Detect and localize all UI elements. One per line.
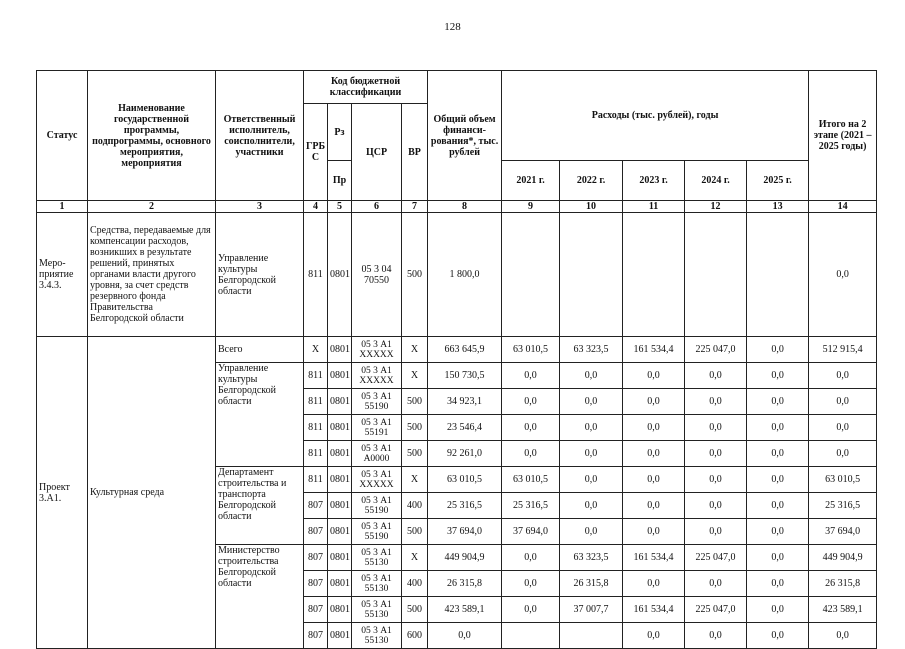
cell-2023: 161 534,4: [623, 337, 685, 363]
cell-grbs: 811: [304, 441, 328, 467]
col-number: 2: [88, 201, 216, 213]
header-rz: Рз: [328, 104, 352, 161]
measure-2024: [685, 213, 747, 337]
header-grbs: ГРБ С: [304, 104, 328, 201]
cell-grbs: 807: [304, 597, 328, 623]
header-pr: Пр: [328, 161, 352, 201]
cell-vr: 400: [402, 571, 428, 597]
cell-2023: 0,0: [623, 571, 685, 597]
cell-2024: 0,0: [685, 441, 747, 467]
header-expenses: Расходы (тыс. рублей), годы: [502, 71, 809, 161]
cell-vr: X: [402, 363, 428, 389]
cell-2024: 0,0: [685, 467, 747, 493]
cell-2025: 0,0: [747, 519, 809, 545]
cell-2022: 63 323,5: [560, 337, 623, 363]
cell-vr: 500: [402, 519, 428, 545]
cell-2025: 0,0: [747, 545, 809, 571]
column-number-row: [37, 201, 877, 213]
col-number: 12: [685, 201, 747, 213]
cell-2023: 0,0: [623, 467, 685, 493]
cell-rzpr: 0801: [328, 493, 352, 519]
col-number: 1: [37, 201, 88, 213]
header-itogo: Итого на 2 этапе (2021 – 2025 годы): [809, 71, 877, 201]
cell-vr: X: [402, 337, 428, 363]
cell-2024: 0,0: [685, 493, 747, 519]
header-year-2023: 2023 г.: [623, 161, 685, 201]
cell-2024: 0,0: [685, 415, 747, 441]
cell-2021: 0,0: [502, 545, 560, 571]
col-number: 7: [402, 201, 428, 213]
cell-csr: 05 3 А1 55130: [352, 597, 402, 623]
cell-2023: 0,0: [623, 441, 685, 467]
cell-csr: 05 3 А1 55130: [352, 623, 402, 649]
cell-itogo: 0,0: [809, 389, 877, 415]
cell-2022: 0,0: [560, 363, 623, 389]
cell-rzpr: 0801: [328, 467, 352, 493]
header-row-1: [37, 71, 877, 104]
header-year-2024: 2024 г.: [685, 161, 747, 201]
cell-2023: 0,0: [623, 623, 685, 649]
cell-vr: X: [402, 467, 428, 493]
cell-grbs: 807: [304, 545, 328, 571]
cell-2025: 0,0: [747, 441, 809, 467]
cell-2024: 0,0: [685, 389, 747, 415]
cell-rzpr: 0801: [328, 441, 352, 467]
col-number: 13: [747, 201, 809, 213]
cell-2024: 0,0: [685, 623, 747, 649]
header-year-2021: 2021 г.: [502, 161, 560, 201]
cell-itogo: 449 904,9: [809, 545, 877, 571]
cell-2025: 0,0: [747, 389, 809, 415]
cell-2022: 0,0: [560, 493, 623, 519]
cell-vr: 500: [402, 415, 428, 441]
project-body: [37, 337, 877, 649]
cell-total: 63 010,5: [428, 467, 502, 493]
cell-total: 23 546,4: [428, 415, 502, 441]
cell-grbs: 811: [304, 415, 328, 441]
cell-rzpr: 0801: [328, 415, 352, 441]
cell-2023: 0,0: [623, 519, 685, 545]
cell-2025: 0,0: [747, 415, 809, 441]
cell-2021: 25 316,5: [502, 493, 560, 519]
cell-2023: 0,0: [623, 363, 685, 389]
header-budget-code: Код бюджетной классификации: [304, 71, 428, 104]
project-executor: Департамент строительства и транспорта Белгородской области: [216, 467, 304, 545]
cell-2021: 0,0: [502, 597, 560, 623]
cell-2024: 0,0: [685, 363, 747, 389]
cell-2023: 0,0: [623, 389, 685, 415]
cell-2021: 0,0: [502, 363, 560, 389]
cell-csr: 05 3 А1 ХХХХХ: [352, 363, 402, 389]
col-number: 14: [809, 201, 877, 213]
cell-rzpr: 0801: [328, 519, 352, 545]
cell-itogo: 512 915,4: [809, 337, 877, 363]
cell-rzpr: 0801: [328, 545, 352, 571]
cell-total: 150 730,5: [428, 363, 502, 389]
cell-2021: 0,0: [502, 389, 560, 415]
cell-grbs: X: [304, 337, 328, 363]
measure-total: 1 800,0: [428, 213, 502, 337]
cell-2025: 0,0: [747, 493, 809, 519]
cell-csr: 05 3 А1 55130: [352, 571, 402, 597]
col-number: 6: [352, 201, 402, 213]
cell-vr: 500: [402, 441, 428, 467]
cell-vr: 500: [402, 389, 428, 415]
cell-rzpr: 0801: [328, 571, 352, 597]
cell-rzpr: 0801: [328, 597, 352, 623]
cell-vr: 600: [402, 623, 428, 649]
measure-csr: 05 3 04 70550: [352, 213, 402, 337]
measure-grbs: 811: [304, 213, 328, 337]
cell-vr: 400: [402, 493, 428, 519]
cell-total: 26 315,8: [428, 571, 502, 597]
cell-itogo: 0,0: [809, 415, 877, 441]
header-executor: Ответственный исполнитель, соисполнители, участники: [216, 71, 304, 201]
measure-2025: [747, 213, 809, 337]
cell-2022: 63 323,5: [560, 545, 623, 571]
cell-csr: 05 3 А1 55191: [352, 415, 402, 441]
cell-itogo: 63 010,5: [809, 467, 877, 493]
cell-2023: 161 534,4: [623, 545, 685, 571]
cell-csr: 05 3 А1 ХХХХХ: [352, 337, 402, 363]
col-number: 4: [304, 201, 328, 213]
project-executor: Министерство строительства Белгородской области: [216, 545, 304, 649]
budget-table: [36, 70, 877, 649]
project-status: Проект 3.А1.: [37, 337, 88, 649]
cell-grbs: 811: [304, 389, 328, 415]
header-csr: ЦСР: [352, 104, 402, 201]
cell-grbs: 811: [304, 363, 328, 389]
cell-2024: 225 047,0: [685, 597, 747, 623]
cell-2022: 0,0: [560, 519, 623, 545]
cell-2022: [560, 623, 623, 649]
header-name: Наименование государственной программы, подпрограммы, основного мероприятия, мероприятия: [88, 71, 216, 201]
cell-total: 423 589,1: [428, 597, 502, 623]
cell-2021: 0,0: [502, 415, 560, 441]
cell-total: 0,0: [428, 623, 502, 649]
cell-2021: 0,0: [502, 571, 560, 597]
cell-csr: 05 3 А1 55190: [352, 519, 402, 545]
col-number: 9: [502, 201, 560, 213]
cell-2022: 0,0: [560, 415, 623, 441]
cell-2021: [502, 623, 560, 649]
cell-itogo: 37 694,0: [809, 519, 877, 545]
project-executor: Управление культуры Белгородской области: [216, 363, 304, 467]
cell-csr: 05 3 А1 55130: [352, 545, 402, 571]
cell-2022: 37 007,7: [560, 597, 623, 623]
cell-csr: 05 3 А1 55190: [352, 389, 402, 415]
measure-itogo: 0,0: [809, 213, 877, 337]
cell-total: 25 316,5: [428, 493, 502, 519]
measure-name: Средства, передаваемые для компенсации расходов, возникших в результате решений, принятых органами власти другого уровня, за счет средств резервного фонда Правительства Белгородской области: [88, 213, 216, 337]
cell-grbs: 807: [304, 519, 328, 545]
measure-executor: Управление культуры Белгородской области: [216, 213, 304, 337]
project-executor: Всего: [216, 337, 304, 363]
col-number: 8: [428, 201, 502, 213]
cell-total: 663 645,9: [428, 337, 502, 363]
cell-2024: 225 047,0: [685, 337, 747, 363]
cell-2022: 0,0: [560, 441, 623, 467]
cell-2025: 0,0: [747, 571, 809, 597]
cell-itogo: 0,0: [809, 441, 877, 467]
cell-grbs: 807: [304, 493, 328, 519]
col-number: 11: [623, 201, 685, 213]
cell-grbs: 811: [304, 467, 328, 493]
col-number: 10: [560, 201, 623, 213]
cell-total: 37 694,0: [428, 519, 502, 545]
project-name: Культурная среда: [88, 337, 216, 649]
cell-2025: 0,0: [747, 623, 809, 649]
cell-2023: 0,0: [623, 493, 685, 519]
cell-2024: 225 047,0: [685, 545, 747, 571]
cell-itogo: 26 315,8: [809, 571, 877, 597]
header-status: Статус: [37, 71, 88, 201]
cell-total: 92 261,0: [428, 441, 502, 467]
cell-itogo: 0,0: [809, 623, 877, 649]
cell-total: 34 923,1: [428, 389, 502, 415]
cell-2022: 26 315,8: [560, 571, 623, 597]
cell-vr: 500: [402, 597, 428, 623]
cell-grbs: 807: [304, 571, 328, 597]
cell-2025: 0,0: [747, 597, 809, 623]
header-vr: ВР: [402, 104, 428, 201]
cell-csr: 05 3 А1 А0000: [352, 441, 402, 467]
cell-2022: 0,0: [560, 467, 623, 493]
measure-vr: 500: [402, 213, 428, 337]
cell-2022: 0,0: [560, 389, 623, 415]
measure-status: Меро-приятие 3.4.3.: [37, 213, 88, 337]
cell-2021: 37 694,0: [502, 519, 560, 545]
measure-2022: [560, 213, 623, 337]
cell-csr: 05 3 А1 55190: [352, 493, 402, 519]
measure-2023: [623, 213, 685, 337]
measure-343-row: [37, 213, 877, 337]
page-number: 128: [444, 21, 461, 33]
cell-csr: 05 3 А1 ХХХХХ: [352, 467, 402, 493]
cell-2021: 0,0: [502, 441, 560, 467]
cell-vr: X: [402, 545, 428, 571]
col-number: 5: [328, 201, 352, 213]
cell-2023: 161 534,4: [623, 597, 685, 623]
cell-itogo: 0,0: [809, 363, 877, 389]
cell-2021: 63 010,5: [502, 467, 560, 493]
measure-2021: [502, 213, 560, 337]
cell-grbs: 807: [304, 623, 328, 649]
header-total: Общий объем финанси-рования*, тыс. рублей: [428, 71, 502, 201]
header-year-2022: 2022 г.: [560, 161, 623, 201]
cell-rzpr: 0801: [328, 337, 352, 363]
cell-itogo: 423 589,1: [809, 597, 877, 623]
cell-2024: 0,0: [685, 571, 747, 597]
cell-rzpr: 0801: [328, 623, 352, 649]
cell-2023: 0,0: [623, 415, 685, 441]
cell-2024: 0,0: [685, 519, 747, 545]
cell-total: 449 904,9: [428, 545, 502, 571]
cell-rzpr: 0801: [328, 389, 352, 415]
cell-2021: 63 010,5: [502, 337, 560, 363]
table-row: [37, 337, 877, 363]
cell-2025: 0,0: [747, 363, 809, 389]
cell-itogo: 25 316,5: [809, 493, 877, 519]
header-year-2025: 2025 г.: [747, 161, 809, 201]
cell-rzpr: 0801: [328, 363, 352, 389]
cell-2025: 0,0: [747, 337, 809, 363]
col-number: 3: [216, 201, 304, 213]
measure-rzpr: 0801: [328, 213, 352, 337]
cell-2025: 0,0: [747, 467, 809, 493]
